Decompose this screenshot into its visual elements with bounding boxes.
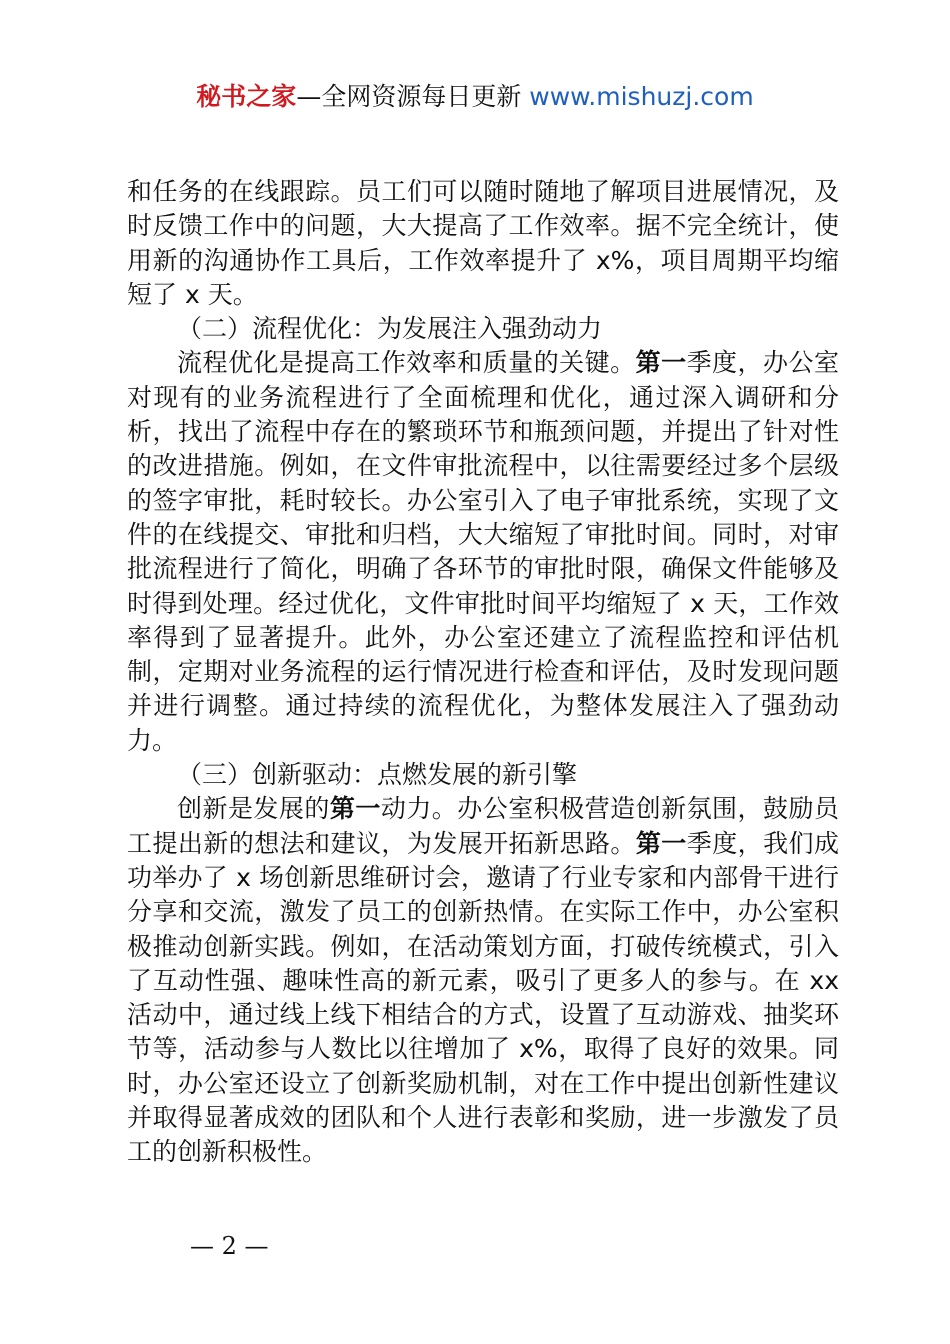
document-body: [127, 175, 839, 1170]
bold-text: 第一: [635, 348, 687, 378]
bold-text: 第一: [635, 828, 687, 858]
section-heading-3: （三）创新驱动：点燃发展的新引擎: [177, 760, 578, 790]
text-run: 季度，办公室对现有的业务流程进行了全面梳理和优化，通过深入调研和分析，找出了流程中存在的繁琐环节和瓶颈问题，并提出了针对性的改进措施。例如，在文件审批流程中，以往需要经过多个层级的签字审批，耗时较长。办公室引入了电子审批系统，实现了文件的在线提交、审批和归档，大大缩短了审批时间。同时，对审批流程进行了简化，明确了各环节的审批时限，确保文件能够及时得到处理。经过优化，文件审批时间平均缩短了 x 天，工作效率得到了显著提升。此外，办公室还建立了流程监控和评估机制，定期对业务流程的运行情况进行检查和评估，及时发现问题并进行调整。通过持续的流程优化，为整体发展注入了强劲动力。: [127, 348, 839, 755]
section-heading-2: （二）流程优化：为发展注入强劲动力: [177, 314, 603, 344]
bold-text: 第一: [329, 794, 381, 824]
paragraph-process-optimization: [127, 346, 839, 758]
site-brand: 秘书之家: [196, 82, 297, 111]
text-run: 创新是发展的: [177, 794, 330, 824]
site-tagline: —全网资源每日更新: [296, 82, 530, 111]
paragraph-innovation: [127, 792, 839, 1169]
page-number: — 2 —: [190, 1232, 269, 1260]
text-run: 季度，我们成功举办了 x 场创新思维研讨会，邀请了行业专家和内部骨干进行分享和交流，激发了员工的创新热情。在实际工作中，办公室积极推动创新实践。例如，在活动策划方面，打破传统模式，引入了互动性强、趣味性高的新元素，吸引了更多人的参与。在 xx 活动中，通过线上线下相结合的方式，设置了互动游戏、抽奖环节等，活动参与人数比以往增加了 x%，取得了良好的效果。同时，办公室还设立了创新奖励机制，对在工作中提出创新性建议并取得显著成效的团队和个人进行表彰和奖励，进一步激发了员工的创新积极性。: [127, 828, 839, 1167]
text-run: 动力。办公室积极营造创新氛围，鼓励员工提出新的想法和建议，为发展开拓新思路。: [127, 794, 839, 858]
text-run: 流程优化是提高工作效率和质量的关键。: [177, 348, 636, 378]
paragraph-continuation: 和任务的在线跟踪。员工们可以随时随地了解项目进展情况，及时反馈工作中的问题，大大提高了工作效率。据不完全统计，使用新的沟通协作工具后，工作效率提升了 x%，项目周期平均缩短了 x 天。: [127, 177, 839, 309]
site-url-link[interactable]: www.mishuzj.com: [529, 82, 754, 111]
site-header: [0, 80, 950, 114]
